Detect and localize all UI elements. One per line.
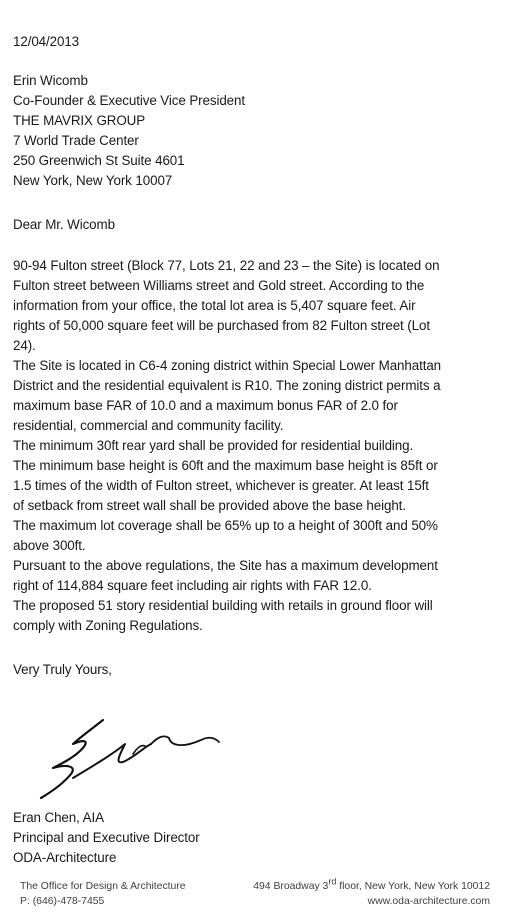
recipient-title: Co-Founder & Executive Vice President — [13, 93, 245, 108]
body-line: Fulton street between Williams street and Gold street. According to the — [13, 278, 425, 293]
body-line: 90-94 Fulton street (Block 77, Lots 21, 22 and 23 – the Site) is located on — [13, 258, 440, 273]
recipient-address-2: 250 Greenwich St Suite 4601 — [13, 153, 185, 168]
recipient-company: THE MAVRIX GROUP — [13, 113, 146, 128]
recipient-city: New York, New York 10007 — [13, 173, 173, 188]
sender-title: Principal and Executive Director — [13, 830, 200, 845]
body-line: 1.5 times of the width of Fulton street, whichever is greater. At least 15ft — [13, 478, 429, 493]
salutation: Dear Mr. Wicomb — [13, 217, 115, 232]
recipient-name: Erin Wicomb — [13, 73, 88, 88]
sender-name: Eran Chen, AIA — [13, 810, 104, 825]
body-line: rights of 50,000 square feet will be purchased from 82 Fulton street (Lot — [13, 318, 430, 333]
body-line: comply with Zoning Regulations. — [13, 618, 203, 633]
footer-row-2 — [20, 895, 490, 909]
body-line: District and the residential equivalent is R10. The zoning district permits a — [13, 378, 441, 393]
body-line: 24). — [13, 338, 36, 353]
recipient-address-1: 7 World Trade Center — [13, 133, 139, 148]
body-line: The Site is located in C6-4 zoning district within Special Lower Manhattan — [13, 358, 442, 373]
body-line: The minimum base height is 60ft and the maximum base height is 85ft or — [13, 458, 438, 473]
footer-address-pre: 494 Broadway 3 — [253, 881, 329, 892]
footer-address-post: floor, New York, New York 10012 — [336, 881, 490, 892]
body-line: above 300ft. — [13, 538, 86, 553]
footer-phone: P: (646)-478-7455 — [20, 896, 105, 907]
footer-row-1 — [20, 876, 490, 894]
body-line: maximum base FAR of 10.0 and a maximum bonus FAR of 2.0 for — [13, 398, 398, 413]
closing: Very Truly Yours, — [13, 662, 112, 677]
body-line: The minimum 30ft rear yard shall be provided for residential building. — [13, 438, 414, 453]
sender-company: ODA-Architecture — [13, 850, 117, 865]
signature-graphic — [33, 708, 233, 800]
body-line: The proposed 51 story residential building with retails in ground floor will — [13, 598, 433, 613]
footer-address — [253, 876, 490, 894]
body-line: The maximum lot coverage shall be 65% up to a height of 300ft and 50% — [13, 518, 438, 533]
letter-date: 12/04/2013 — [13, 34, 80, 49]
body-line: Pursuant to the above regulations, the Site has a maximum development — [13, 558, 438, 573]
letter-page — [13, 0, 513, 923]
body-line: residential, commercial and community facility. — [13, 418, 284, 433]
footer-website[interactable]: www.oda-architecture.com — [367, 896, 490, 907]
footer-firm: The Office for Design & Architecture — [20, 881, 186, 892]
footer-address-sup: rd — [328, 876, 337, 887]
body-line: of setback from street wall shall be provided above the base height. — [13, 498, 406, 513]
body-line: information from your office, the total lot area is 5,407 square feet. Air — [13, 298, 416, 313]
body-line: right of 114,884 square feet including air rights with FAR 12.0. — [13, 578, 372, 593]
